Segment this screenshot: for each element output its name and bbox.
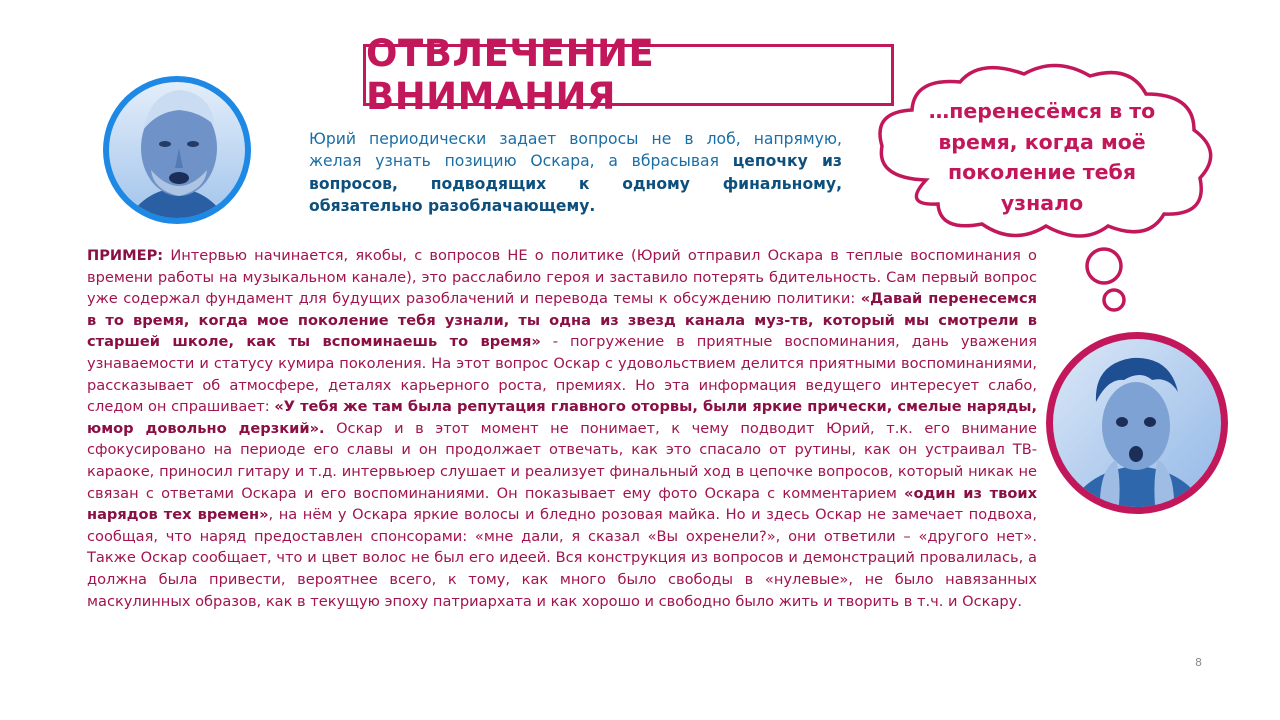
intro-plain: Юрий периодически задает вопросы не в лоб, напрямую, желая узнать позицию Оскара, а вбрасывая <box>309 130 842 171</box>
cloud-text: …перенесёмся в то время, когда моё поколение тебя узнало <box>928 99 1156 215</box>
intro-paragraph <box>309 128 842 218</box>
quote-2: «У тебя же там была репутация главного оторвы, были яркие прически, смелые наряды, юмор довольно дерзкий». <box>87 398 1038 437</box>
body-part-3: Оскар и в этот момент не понимает, к чему подводит Юрий, т.к. его внимание сфокусировано на периоде его славы и он продолжает отвечать, как это спасало от рутины, как он устраивал ТВ-караоке, приносил гитару и т.д. интервьюер слушает и реализует финальный ход в цепочке вопросов, который никак не связан с ответами Оскара и его воспоминаниями. Он показывает ему фото Оскара с комментарием <box>87 419 1037 502</box>
avatar-right <box>1044 330 1230 516</box>
thought-bubbles <box>1070 240 1140 320</box>
title-box <box>363 32 894 118</box>
body-part-4: , на нём у Оскара яркие волосы и бледно розовая майка. Но и здесь Оскар не замечает подвоха, сообщая, что наряд предоставлен спонсорами: «мне дали, я сказал «Вы охренели?», они ответили – «другого нет». Также Оскар сообщает, что и цвет волос не был его идеей. Вся конструкция из вопросов и демонстраций провалилась, а должна была привести, вероятнее всего, к тому, как много было свободы в «нулевые», не было навязанных маскулинных образов, как в текущую эпоху патриархата и как хорошо и свободно было жить и творить в т.ч. и Оскару. <box>87 506 1037 610</box>
page-number: 8 <box>1195 656 1202 669</box>
body-part-1: Интервью начинается, якобы, с вопросов НЕ о политике (Юрий отправил Оскара в теплые воспоминания о времени работы на музыкальном канале), это расслабило героя и заставило потерять бдительность. Сам первый вопрос уже содержал фундамент для будущих разоблачений и перевода темы к обсуждению политики: <box>87 247 1037 308</box>
quote-1: «Давай перенесемся в то время, когда мое поколение тебя узнали, ты одна из звезд канала муз-тв, который мы смотрели в старшей школе, как ты вспоминаешь то время» <box>87 290 1037 351</box>
body-part-2: - погружение в приятные воспоминания, дань уважения узнаваемости и статусу кумира поколения. На этот вопрос Оскар с удовольствием делится приятными воспоминаниями, рассказывает об атмосфере, деталях карьерного роста, премиях. Но эта информация ведущего интересует слабо, следом он спрашивает: <box>87 333 1037 416</box>
avatar-left <box>81 70 273 230</box>
intro-bold: цепочку из вопросов, подводящих к одному финальному, обязательно разоблачающему. <box>309 152 842 216</box>
quote-3: «один из твоих нарядов тех времен» <box>87 484 1037 524</box>
slide-title: ОТВЛЕЧЕНИЕ ВНИМАНИЯ <box>366 32 655 118</box>
example-label: ПРИМЕР: <box>87 247 164 264</box>
body-paragraph <box>87 245 1037 612</box>
